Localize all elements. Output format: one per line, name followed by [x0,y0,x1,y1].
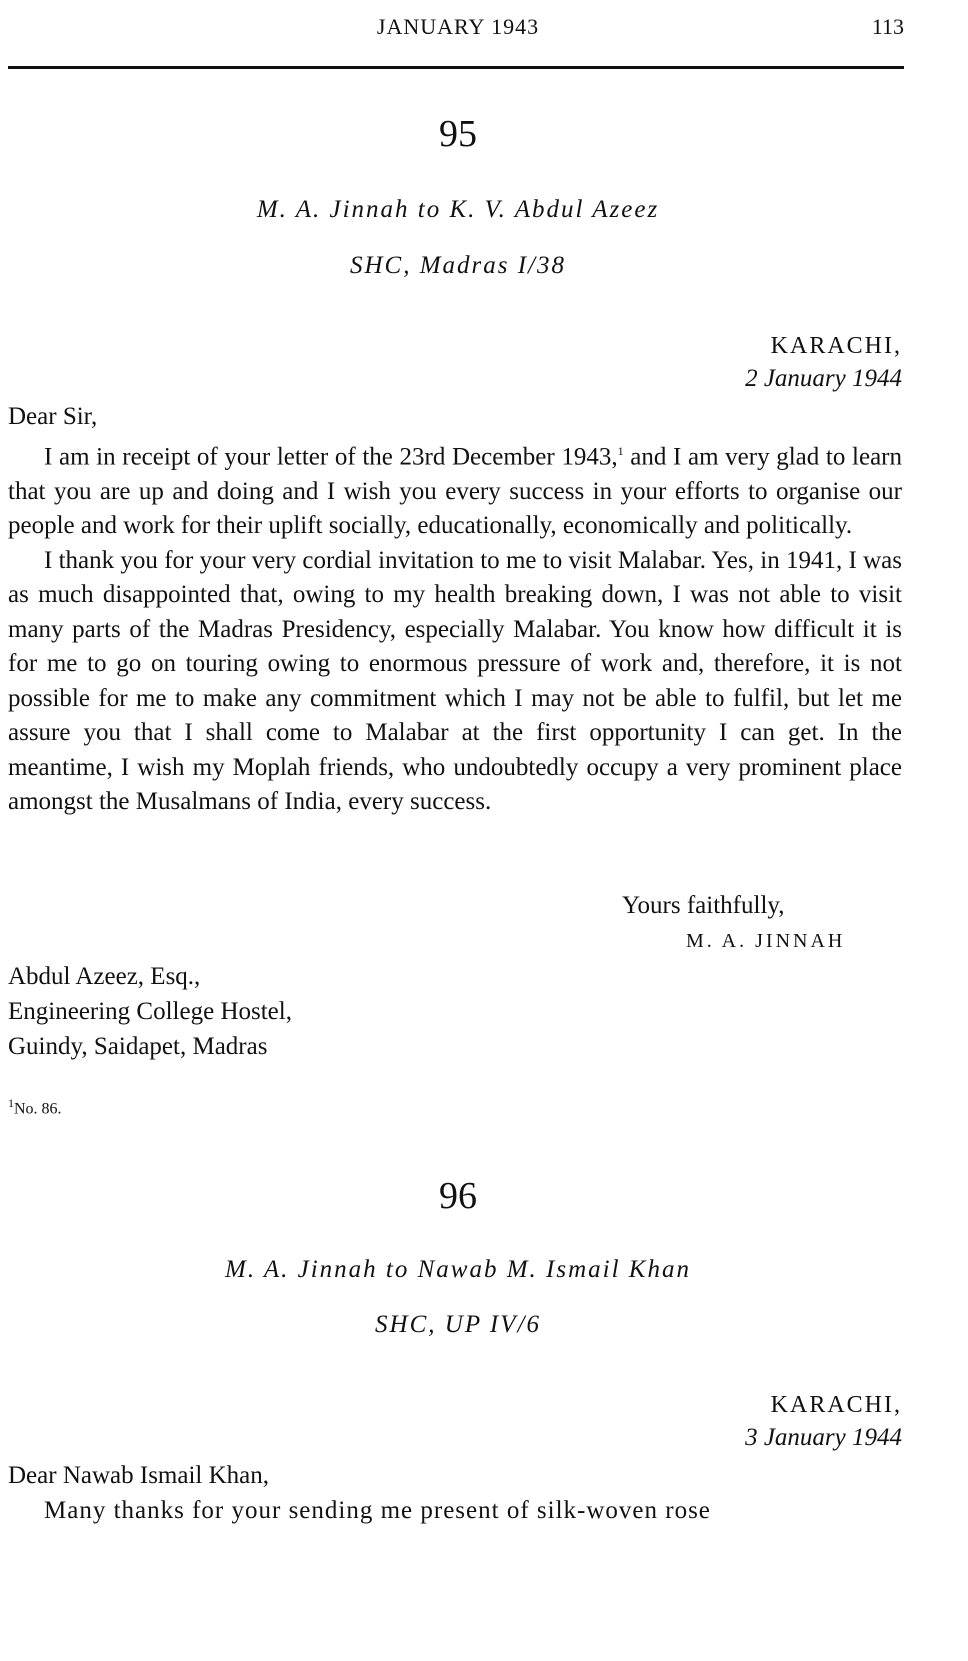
address-line: Engineering College Hostel, [8,998,292,1025]
paragraph-text: I am in receipt of your letter of the 23rd December 1943, [44,443,618,471]
letter-body [8,434,902,820]
salutation: Dear Nawab Ismail Khan, [8,1462,270,1489]
running-title: JANUARY 1943 [376,14,540,39]
letter-date: 2 January 1944 [745,365,902,392]
letter-date: 3 January 1944 [745,1424,902,1451]
address-line: Abdul Azeez, Esq., [8,963,201,990]
page-number: 113 [871,14,904,39]
footnote-reference: 1 [617,444,624,458]
header-rule [8,66,904,69]
closing: Yours faithfully, [622,892,785,919]
document-title: M. A. Jinnah to K. V. Abdul Azeez [256,196,660,223]
letter-place: KARACHI, [770,333,902,359]
document-title: M. A. Jinnah to Nawab M. Ismail Khan [225,1256,691,1283]
letter-place: KARACHI, [770,1392,902,1418]
footnote-marker: 1 [8,1096,14,1110]
salutation: Dear Sir, [8,403,98,430]
footnote [8,1096,62,1118]
footnote-text: No. 86. [14,1100,62,1118]
paragraph-text: and I am very glad to learn that you are up and doing and I wish you every success in your efforts to organise our people and work for their uplift socially, educationally, economically and politically. [8,443,902,540]
document-number: 95 [439,113,477,155]
signature: M. A. JINNAH [686,930,846,952]
paragraph [8,434,902,544]
paragraph: I thank you for your very cordial invitation to me to visit Malabar. Yes, in 1941, I was as much disappointed that, owing to my health breaking down, I was not able to visit many parts of the Madras Presidency, especially Malabar. You know how difficult it is for me to go on touring owing to enormous pressure of work and, therefore, it is not possible for me to make any commitment which I may not be able to fulfil, but let me assure you that I shall come to Malabar at the first opportunity I can get. In the meantime, I wish my Moplah friends, who undoubtedly occupy a very prominent place amongst the Musalmans of India, every success. [8,546,902,816]
address-line: Guindy, Saidapet, Madras [8,1033,268,1060]
address-block [8,959,292,1064]
document-number: 96 [439,1175,477,1217]
document-source: SHC, UP IV/6 [375,1311,541,1338]
document-source: SHC, Madras I/38 [349,252,567,279]
paragraph: Many thanks for your sending me present of silk-woven rose [44,1497,711,1524]
